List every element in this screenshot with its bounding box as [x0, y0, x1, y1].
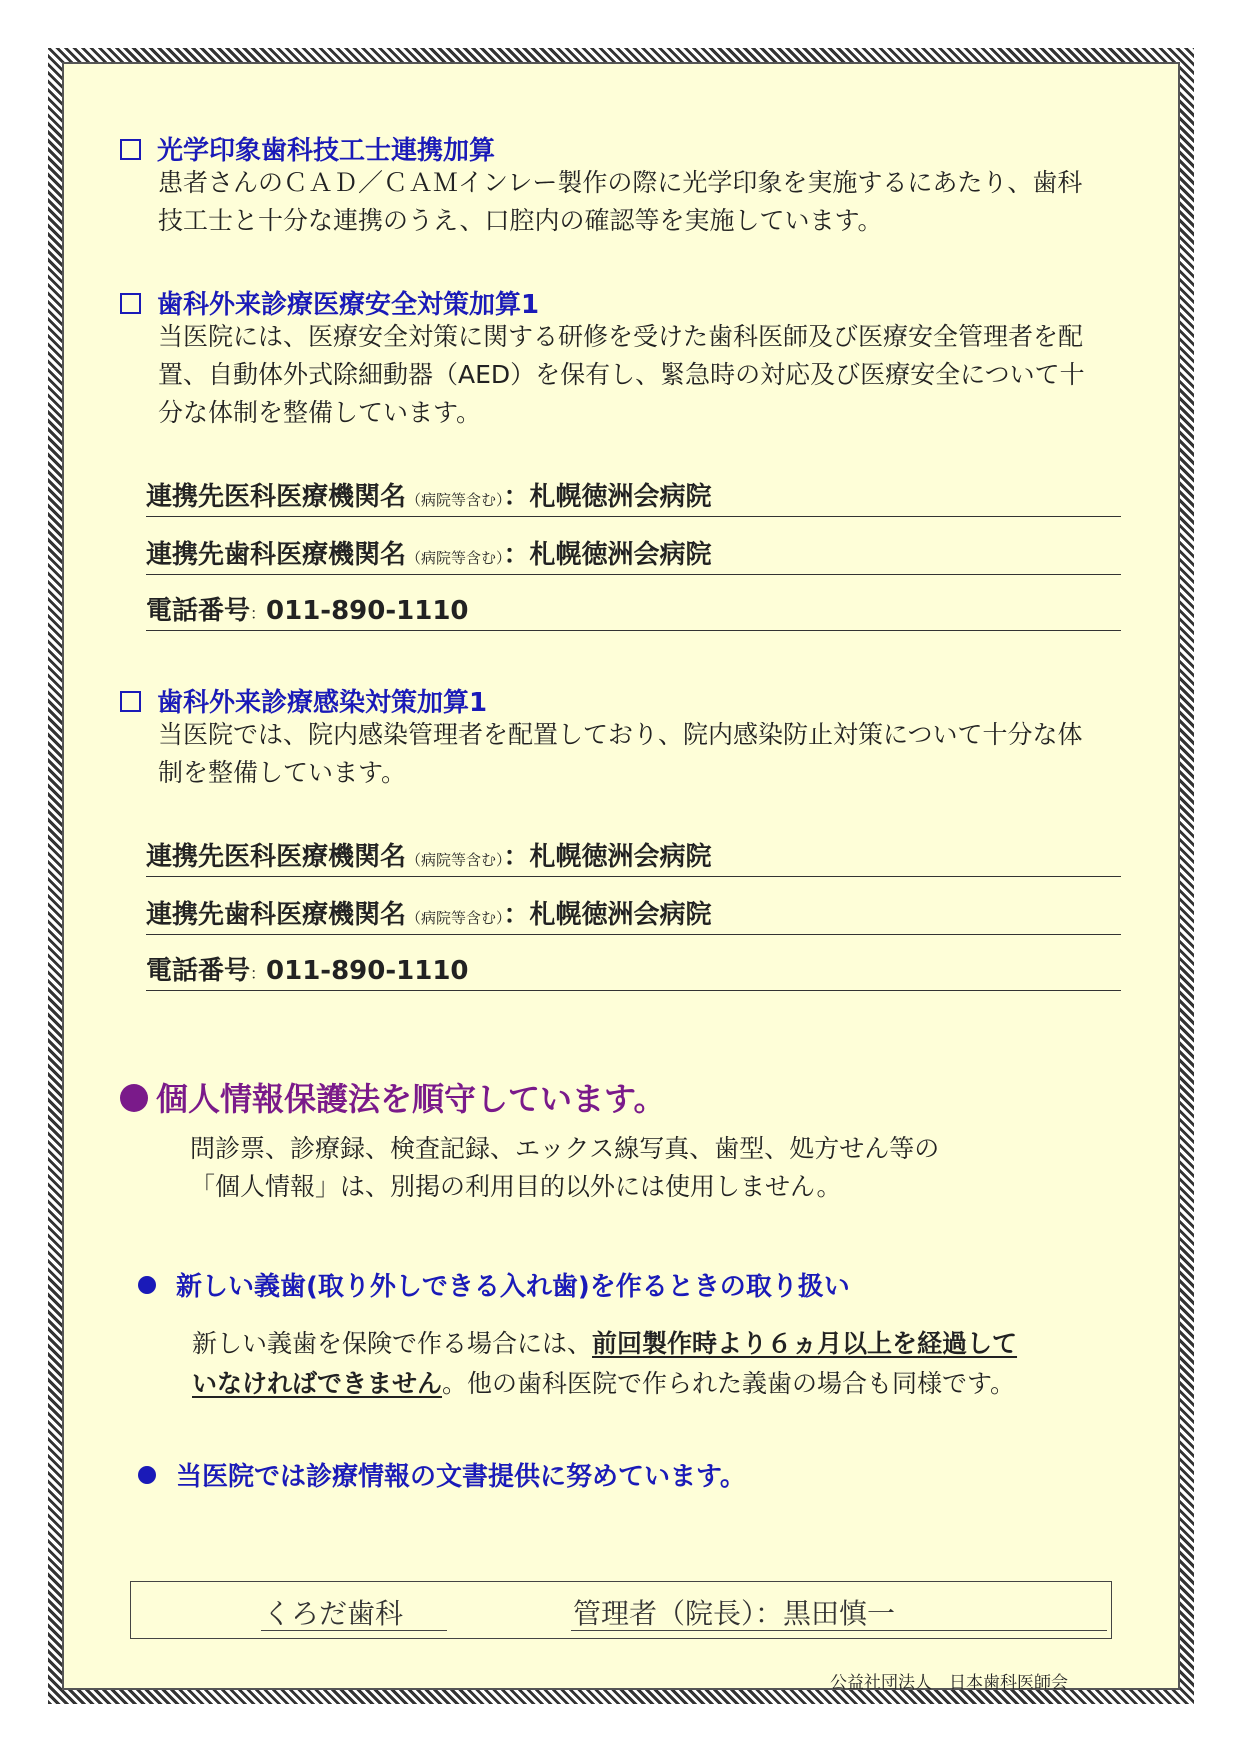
- phone-line: [146, 590, 1121, 631]
- medical-label: 連携先医科医療機関名: [146, 842, 407, 872]
- privacy-heading: [120, 1074, 665, 1120]
- body-line: 「個人情報」は、別掲の利用目的以外には使用しません。: [190, 1172, 842, 1201]
- text-plain: 新しい義歯を保険で作る場合には、: [192, 1329, 593, 1358]
- section-title: 歯科外来診療医療安全対策加算1: [157, 290, 540, 320]
- documents-heading: [138, 1456, 746, 1493]
- privacy-title: 個人情報保護法を順守しています。: [156, 1080, 666, 1118]
- body-line: 分な体制を整備しています。: [158, 398, 482, 427]
- institution-name: 札幌徳洲会病院: [529, 482, 712, 512]
- text-emphasis: いなければできません: [192, 1369, 443, 1398]
- section-body-infection: [158, 716, 1083, 792]
- dental-label: 連携先歯科医療機関名: [146, 540, 407, 570]
- bullet-circle-icon: [138, 1276, 156, 1294]
- clinic-name: くろだ歯科: [263, 1597, 404, 1630]
- clinic-underline: [261, 1630, 447, 1631]
- body-line: 制を整備しています。: [158, 758, 407, 787]
- dental-institution-line: [146, 534, 1121, 575]
- colon: ：: [503, 482, 530, 512]
- body-line: [192, 1364, 1017, 1404]
- institution-name: 札幌徳洲会病院: [529, 540, 712, 570]
- phone-label: 電話番号: [146, 956, 251, 986]
- organization-name: 公益社団法人 日本歯科医師会: [830, 1673, 1068, 1693]
- colon: ：: [503, 842, 530, 872]
- note: （病院等含む）: [406, 851, 504, 869]
- text-plain: 。他の歯科医院で作られた義歯の場合も同様です。: [442, 1369, 1016, 1398]
- bullet-circle-icon: [138, 1466, 156, 1484]
- note: （病院等含む）: [406, 909, 504, 927]
- checkbox-icon: [120, 293, 141, 314]
- checkbox-icon: [120, 139, 141, 160]
- clinic-signature-box: [130, 1581, 1112, 1639]
- bullet-circle-icon: [120, 1084, 148, 1112]
- body-line: 置、自動体外式除細動器（AED）を保有し、緊急時の対応及び医療安全について十: [158, 360, 1085, 389]
- text-emphasis: 前回製作時より６ヵ月以上を経過して: [592, 1329, 1018, 1358]
- body-line: [192, 1324, 1017, 1364]
- section-title: 光学印象歯科技工士連携加算: [157, 136, 496, 166]
- body-line: 当医院では、院内感染管理者を配置しており、院内感染防止対策について十分な体: [158, 720, 1083, 749]
- colon: ：: [503, 540, 530, 570]
- body-line: 技工士と十分な連携のうえ、口腔内の確認等を実施しています。: [158, 206, 883, 235]
- denture-body: [192, 1324, 1017, 1404]
- institution-name: 札幌徳洲会病院: [529, 842, 712, 872]
- administrator-name: 管理者（院長）：黒田慎一: [573, 1597, 896, 1630]
- colon: ：: [503, 900, 530, 930]
- phone-label: 電話番号: [146, 596, 251, 626]
- body-line: 当医院には、医療安全対策に関する研修を受けた歯科医師及び医療安全管理者を配: [158, 322, 1084, 351]
- section-title: 歯科外来診療感染対策加算1: [157, 688, 488, 718]
- colon: ：: [250, 604, 267, 623]
- medical-institution-line: [146, 836, 1121, 877]
- denture-heading: [138, 1266, 850, 1303]
- dental-institution-line: [146, 894, 1121, 935]
- dental-label: 連携先歯科医療機関名: [146, 900, 407, 930]
- section-heading-safety: [120, 284, 539, 321]
- privacy-body: [190, 1130, 939, 1206]
- body-line: 患者さんのＣＡＤ／ＣＡＭインレー製作の際に光学印象を実施するにあたり、歯科: [158, 168, 1083, 197]
- checkbox-icon: [120, 691, 141, 712]
- section-body-optical: [158, 164, 1082, 240]
- medical-institution-line: [146, 476, 1121, 517]
- phone-line: [146, 950, 1121, 991]
- section-heading-optical: [120, 130, 495, 167]
- phone-number: 011-890-1110: [266, 956, 469, 986]
- denture-title: 新しい義歯(取り外しできる入れ歯)を作るときの取り扱い: [176, 1272, 850, 1302]
- note: （病院等含む）: [406, 491, 504, 509]
- medical-label: 連携先医科医療機関名: [146, 482, 407, 512]
- institution-name: 札幌徳洲会病院: [529, 900, 712, 930]
- phone-number: 011-890-1110: [266, 596, 469, 626]
- documents-title: 当医院では診療情報の文書提供に努めています。: [176, 1462, 746, 1492]
- note: （病院等含む）: [406, 549, 504, 567]
- colon: ：: [250, 964, 267, 983]
- body-line: 問診票、診療録、検査記録、エックス線写真、歯型、処方せん等の: [190, 1134, 940, 1163]
- section-body-safety: [158, 318, 1085, 432]
- admin-underline: [571, 1630, 1107, 1631]
- section-heading-infection: [120, 682, 487, 719]
